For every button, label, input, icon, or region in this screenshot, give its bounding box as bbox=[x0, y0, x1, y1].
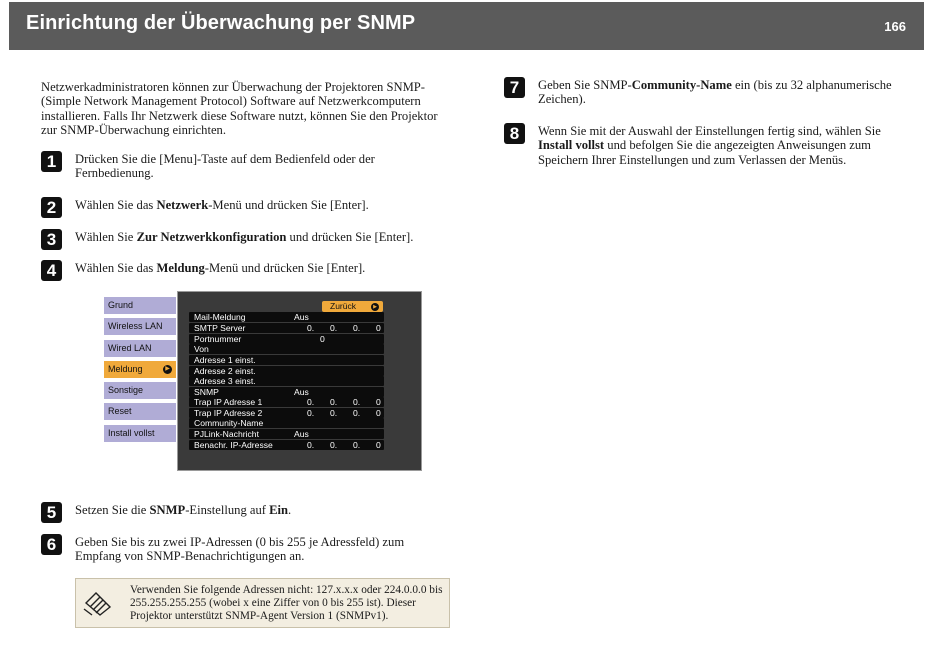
ip-address-fields bbox=[189, 408, 384, 418]
setting-row-smtp-server[interactable] bbox=[189, 323, 384, 333]
setting-row-adresse-3[interactable] bbox=[189, 376, 384, 386]
note-box bbox=[75, 578, 450, 628]
ip-octet: 0. bbox=[353, 407, 361, 418]
menu-tab-label: Meldung bbox=[108, 364, 143, 374]
page-header bbox=[9, 2, 924, 50]
setting-label: Benachr. IP-Adresse bbox=[194, 439, 273, 450]
setting-value: 0 bbox=[320, 333, 325, 344]
step-text: Geben Sie bis zu zwei IP-Adressen (0 bis 255 je Adressfeld) zum Empfang von SNMP-Benachrichtigungen an. bbox=[75, 535, 405, 564]
ip-octet: 0. bbox=[307, 439, 315, 450]
enter-icon: ▶ bbox=[371, 303, 379, 311]
note-pencil-icon bbox=[82, 585, 114, 617]
setting-row-community-name[interactable] bbox=[189, 418, 384, 428]
setting-label: Community-Name bbox=[194, 418, 264, 428]
ip-octet: 0. bbox=[330, 397, 338, 407]
ip-octet: 0. bbox=[353, 439, 361, 450]
step-number-badge: 5 bbox=[41, 502, 62, 523]
setting-value: Aus bbox=[294, 312, 309, 322]
intro-paragraph: Netzwerkadministratoren können zur Überwachung der Projektoren SNMP-(Simple Network Management Protocol) Software auf Netzwerkcomputern installieren. Falls Ihr Netzwerk diese Software nutzt, können Sie den Projektor zur SNMP-Überwachung einrichten. bbox=[41, 80, 438, 137]
setting-label: Mail-Meldung bbox=[194, 312, 246, 322]
menu-tab-meldung[interactable] bbox=[104, 361, 176, 378]
setting-row-adresse-2[interactable] bbox=[189, 366, 384, 376]
step-number-badge: 1 bbox=[41, 151, 62, 172]
ip-address-fields bbox=[189, 440, 384, 450]
menu-settings-panel bbox=[177, 291, 422, 471]
setting-row-trap-ip-1[interactable] bbox=[189, 397, 384, 407]
ip-address-fields bbox=[189, 397, 384, 407]
ip-octet: 0 bbox=[376, 323, 381, 333]
ip-octet: 0. bbox=[353, 397, 361, 407]
ip-octet: 0. bbox=[307, 397, 315, 407]
ip-octet: 0 bbox=[376, 397, 381, 407]
setting-row-benachr-ip[interactable] bbox=[189, 440, 384, 450]
step-number-badge: 6 bbox=[41, 534, 62, 555]
ip-octet: 0. bbox=[353, 323, 361, 333]
step-number-badge: 8 bbox=[504, 123, 525, 144]
setting-label: Adresse 2 einst. bbox=[194, 365, 256, 376]
step-text: Wenn Sie mit der Auswahl der Einstellungen fertig sind, wählen Sie Install vollst und befolgen Sie die angezeigten Anweisungen zum Speichern Ihrer Einstellungen und zum Verlassen der Menüs. bbox=[538, 124, 881, 167]
projector-menu-screenshot bbox=[104, 291, 422, 471]
setting-value: Aus bbox=[294, 429, 309, 439]
step-text: Drücken Sie die [Menu]-Taste auf dem Bedienfeld oder der Fernbedienung. bbox=[75, 152, 375, 181]
step-text: Setzen Sie die SNMP-Einstellung auf Ein. bbox=[75, 503, 292, 517]
setting-label: PJLink-Nachricht bbox=[194, 429, 259, 439]
setting-label: Trap IP Adresse 1 bbox=[194, 397, 263, 407]
setting-label: Von bbox=[194, 344, 209, 354]
enter-icon: ▶ bbox=[163, 365, 172, 374]
setting-row-von[interactable] bbox=[189, 344, 384, 354]
ip-octet: 0. bbox=[330, 439, 338, 450]
setting-row-snmp[interactable] bbox=[189, 387, 384, 397]
menu-tab-reset[interactable]: Reset bbox=[104, 403, 176, 420]
menu-tab-wireless-lan[interactable]: Wireless LAN bbox=[104, 318, 176, 335]
ip-octet: 0. bbox=[330, 407, 338, 418]
step-text: Wählen Sie das Meldung-Menü und drücken Sie [Enter]. bbox=[75, 261, 366, 275]
ip-octet: 0 bbox=[376, 439, 381, 450]
page-number: 166 bbox=[884, 19, 906, 34]
setting-label: Portnummer bbox=[194, 333, 242, 344]
setting-row-pjlink[interactable] bbox=[189, 429, 384, 439]
setting-label: Adresse 1 einst. bbox=[194, 355, 256, 365]
menu-tab-sonstige[interactable]: Sonstige bbox=[104, 382, 176, 399]
step-text: Geben Sie SNMP-Community-Name ein (bis zu 32 alphanumerische Zeichen). bbox=[538, 78, 892, 107]
setting-label: Trap IP Adresse 2 bbox=[194, 407, 263, 418]
ip-octet: 0. bbox=[330, 323, 338, 333]
ip-octet: 0 bbox=[376, 407, 381, 418]
step-number-badge: 3 bbox=[41, 229, 62, 250]
menu-tab-wired-lan[interactable]: Wired LAN bbox=[104, 340, 176, 357]
ip-octet: 0. bbox=[307, 323, 315, 333]
setting-label: SNMP bbox=[194, 386, 219, 397]
setting-value: Aus bbox=[294, 386, 309, 397]
setting-row-trap-ip-2[interactable] bbox=[189, 408, 384, 418]
setting-label: Adresse 3 einst. bbox=[194, 376, 256, 386]
step-number-badge: 7 bbox=[504, 77, 525, 98]
menu-tab-grund[interactable]: Grund bbox=[104, 297, 176, 314]
step-number-badge: 2 bbox=[41, 197, 62, 218]
ip-address-fields bbox=[189, 323, 384, 333]
setting-row-mail-meldung[interactable] bbox=[189, 312, 384, 322]
page-title: Einrichtung der Überwachung per SNMP bbox=[26, 12, 416, 34]
ip-octet: 0. bbox=[307, 407, 315, 418]
setting-row-portnummer[interactable] bbox=[189, 334, 384, 344]
step-text: Wählen Sie Zur Netzwerkkonfiguration und drücken Sie [Enter]. bbox=[75, 230, 414, 244]
back-button[interactable] bbox=[322, 301, 383, 312]
step-text: Wählen Sie das Netzwerk-Menü und drücken Sie [Enter]. bbox=[75, 198, 369, 212]
setting-row-adresse-1[interactable] bbox=[189, 355, 384, 365]
step-number-badge: 4 bbox=[41, 260, 62, 281]
menu-tab-install-vollst[interactable]: Install vollst bbox=[104, 425, 176, 442]
back-label: Zurück bbox=[330, 301, 356, 311]
setting-label: SMTP Server bbox=[194, 323, 246, 333]
note-text: Verwenden Sie folgende Adressen nicht: 127.x.x.x oder 224.0.0.0 bis 255.255.255.255 (wobei x eine Ziffer von 0 bis 255 ist). Dieser Projektor unterstützt SNMP-Agent Version 1 (SNMPv1). bbox=[130, 584, 443, 623]
